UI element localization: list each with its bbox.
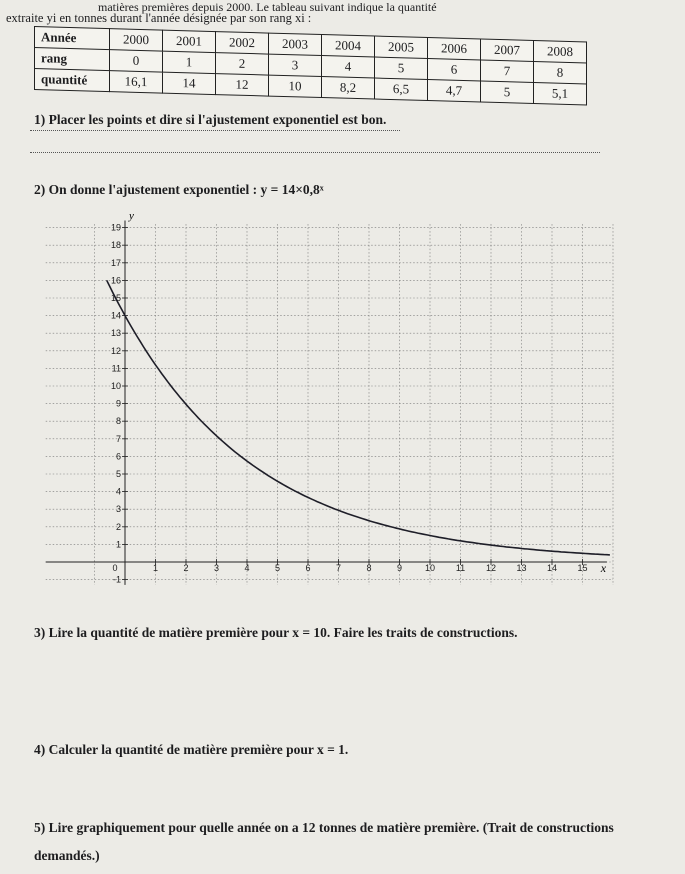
table-cell: 2002 [216,32,269,54]
x-tick-label: 0 [112,563,118,573]
table-cell: 10 [269,75,322,97]
y-tick-label: 17 [110,257,121,268]
y-tick-label: 13 [110,328,121,339]
table-cell: 8,2 [322,77,375,99]
x-tick-label: 15 [577,563,588,573]
y-tick-label: 5 [115,469,121,479]
x-tick-label: 10 [424,563,436,573]
table-cell: 2 [216,53,269,75]
graph-axes [46,221,607,585]
y-tick-label: 7 [115,433,121,444]
answer-line [30,152,600,153]
question-1: 1) Placer les points et dire si l'ajustement exponentiel est bon. [34,112,387,127]
table-cell: 2007 [481,39,534,61]
x-tick-label: 9 [396,563,403,573]
table-cell: 4,7 [428,79,481,101]
y-tick-label: 11 [111,363,121,374]
intro-line-1: matières premières depuis 2000. Le tableau suivant indique la quantité [98,0,437,14]
x-tick-label: 3 [213,563,220,573]
table-cell: 2001 [163,30,216,52]
row-label-quantity: quantité [35,69,110,92]
table-cell: 8 [534,61,587,83]
y-tick-label: 2 [115,521,121,532]
question-2: 2) On donne l'ajustement exponentiel : y = 14×0,8ˣ [34,182,324,197]
y-tick-label: 9 [115,398,121,409]
exponential-curve [107,280,610,555]
x-tick-label: 13 [516,563,527,573]
y-tick-label: -1 [112,574,121,585]
y-tick-label: 10 [110,381,121,391]
y-tick-label: 18 [110,240,121,251]
table-cell: 5 [375,57,428,79]
question-3: 3) Lire la quantité de matière première pour x = 10. Faire les traits de constructions. [34,625,518,640]
table-cell: 14 [163,72,216,94]
question-4: 4) Calculer la quantité de matière première pour x = 1. [34,742,349,757]
x-tick-label: 5 [274,563,281,573]
y-tick-label: 3 [115,504,121,515]
x-tick-label: 12 [485,563,497,573]
y-tick-label: 19 [110,222,121,233]
y-tick-label: 15 [110,293,121,303]
x-tick-label: 6 [305,563,311,573]
table-cell: 5 [481,81,534,103]
x-axis-label: x [600,561,607,575]
x-tick-label: 8 [366,563,372,573]
y-tick-label: 6 [115,451,121,462]
y-tick-label: 1 [115,539,121,550]
row-label-year: Année [35,27,110,50]
x-tick-label: 7 [335,563,342,573]
y-tick-label: 12 [110,345,121,356]
table-cell: 4 [322,56,375,78]
x-tick-label: 14 [546,563,558,573]
table-cell: 7 [481,60,534,82]
answer-line [30,130,400,131]
y-tick-label: 14 [110,310,121,321]
table-cell: 6 [428,58,481,80]
table-cell: 1 [163,51,216,73]
table-cell: 16,1 [110,71,163,93]
question-5-line-1: 5) Lire graphiquement pour quelle année on a 12 tonnes de matière première. (Trait de constructions [34,820,614,835]
y-tick-label: 4 [115,486,121,497]
table-cell: 12 [216,74,269,96]
x-tick-label: 11 [455,563,466,573]
y-axis-label: y [129,209,134,222]
table-cell: 0 [110,50,163,72]
graph-grid [46,224,613,585]
table-cell: 2005 [375,36,428,58]
x-tick-label: 1 [152,563,159,573]
data-table [34,26,587,105]
y-tick-label: 8 [115,416,121,427]
y-tick-label: 16 [110,275,121,286]
exponential-graph [20,200,640,590]
question-5-line-2: demandés.) [34,848,100,863]
table-cell: 2004 [322,35,375,57]
x-tick-label: 2 [183,563,189,573]
table-cell: 6,5 [375,78,428,100]
table-cell: 3 [269,54,322,76]
row-label-rank: rang [35,48,110,71]
table-cell: 2008 [534,40,587,62]
table-cell: 5,1 [534,82,587,104]
intro-line-2: extraite yi en tonnes durant l'année désignée par son rang xi : [6,11,312,25]
x-tick-label: 4 [244,563,250,573]
table-cell: 2000 [110,29,163,51]
table-cell: 2003 [269,33,322,55]
table-cell: 2006 [428,37,481,59]
